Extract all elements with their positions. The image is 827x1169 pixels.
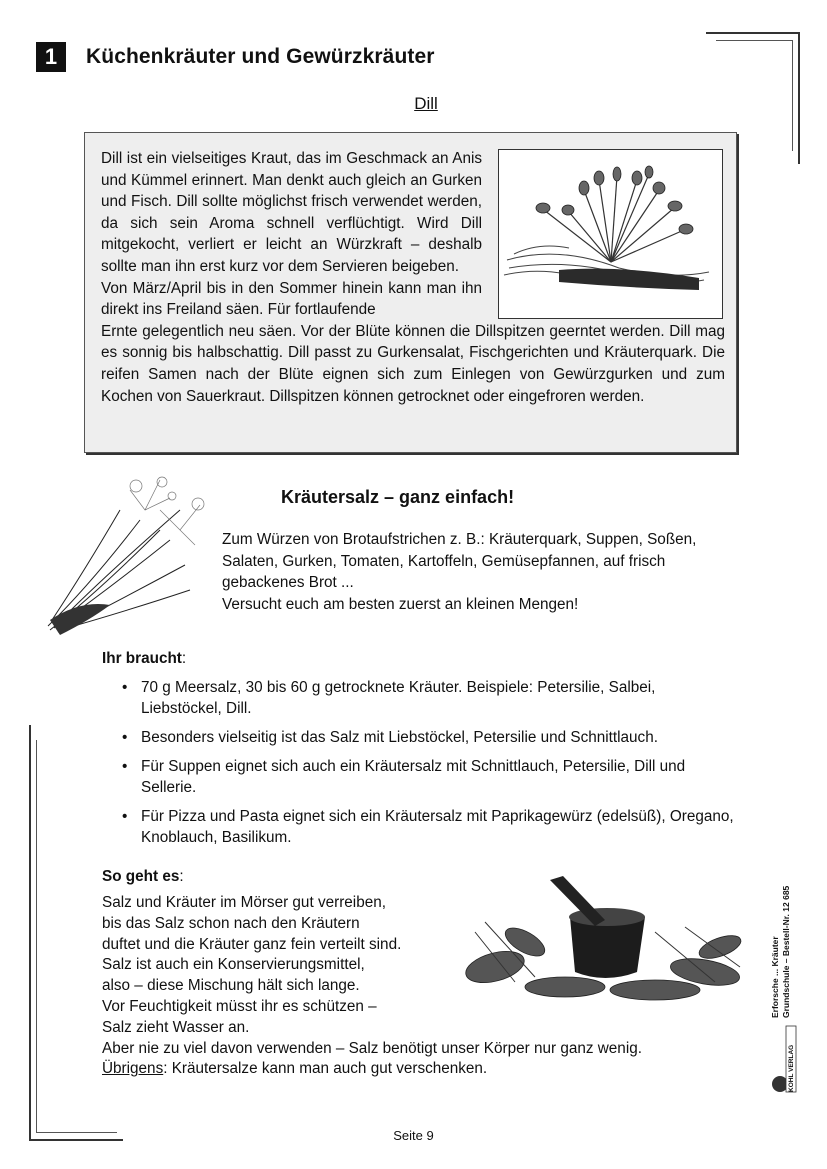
section-title-dill: Dill (414, 94, 438, 113)
publication-info-sidebar (770, 848, 800, 1018)
herb-salt-intro-hint: Versucht euch am besten zuerst an kleinen Mengen! (222, 595, 579, 613)
ingredients-heading (102, 650, 186, 668)
dill-paragraph-1: Dill ist ein vielseitiges Kraut, das im Geschmack an Anis und Kümmel erinnert. Man denkt auch gleich an Gurken und Fisch. Dill sollte möglichst frisch verwendet werden, da sich sein Aroma schnell verflüchtigt. Wird Dill mitgekocht, verliert er leicht an Würzkraft – deshalb sollte man ihn erst kurz vor dem Servieren beigeben. (101, 150, 482, 275)
publisher-logo (768, 1022, 798, 1094)
list-item: • Für Pizza und Pasta eignet sich ein Kräutersalz mit Paprikagewürz (edelsüß), Oregano, Knoblauch, Basilikum. (120, 806, 740, 848)
mortar-herbs-photo (455, 872, 755, 1012)
instructions-heading (102, 868, 184, 886)
list-item: • Für Suppen eignet sich auch ein Kräutersalz mit Schnittlauch, Petersilie, Dill und Sellerie. (120, 756, 740, 798)
instruction-line: duftet und die Kräuter ganz fein verteilt sind. (102, 935, 402, 953)
dill-paragraph-2a: Von März/April bis in den Sommer hinein kann man ihn direkt ins Freiland säen. Für fortlaufende (101, 279, 482, 319)
herb-salt-intro-uses: Zum Würzen von Brotaufstrichen z. B.: Kräuterquark, Suppen, Soßen, Salaten, Gurken, Tomaten, Kartoffeln, Gemüsepfannen, auf frisch gebackenes Brot ... (222, 531, 697, 591)
instruction-line: Vor Feuchtigkeit müsst ihr es schützen – (102, 997, 377, 1015)
sidebar-title: Erforsche ... Kräuter (770, 936, 780, 1018)
list-item: • Besonders vielseitig ist das Salz mit Liebstöckel, Petersilie und Schnittlauch. (120, 727, 740, 748)
tip-text: : Kräutersalze kann man auch gut verschenken. (163, 1060, 488, 1078)
ingredients-heading-label: Ihr braucht (102, 650, 182, 667)
tip-label: Übrigens (102, 1060, 164, 1078)
chapter-number: 1 (36, 42, 66, 72)
instruction-line: also – diese Mischung hält sich lange. (102, 977, 360, 995)
sidebar-order-number: Grundschule – Bestell-Nr. 12 685 (781, 885, 791, 1018)
dill-bundle-photo (40, 470, 210, 640)
dill-bundle-illustration (40, 470, 210, 640)
dill-flower-illustration (499, 150, 722, 318)
instruction-line: Salz ist auch ein Konservierungsmittel, (102, 956, 365, 974)
ingredients-heading-colon: : (181, 650, 187, 667)
list-item: • 70 g Meersalz, 30 bis 60 g getrocknete Kräuter. Beispiele: Petersilie, Salbei, Liebstöckel, Dill. (120, 677, 740, 719)
page-title: Küchenkräuter und Gewürzkräuter (86, 45, 435, 68)
instruction-line: Salz und Kräuter im Mörser gut verreiben, (102, 894, 386, 911)
instruction-line: Aber nie zu viel davon verwenden – Salz benötigt unser Körper nur ganz wenig. (102, 1039, 642, 1057)
instructions-heading-colon: : (179, 868, 184, 885)
mortar-illustration (455, 872, 755, 1012)
instructions-heading-label: So geht es (102, 868, 180, 885)
ingredients-list (120, 677, 740, 856)
publisher-name: KOHL VERLAG (788, 1044, 795, 1092)
page-number: Seite 9 (393, 1128, 434, 1143)
tip-line (102, 1059, 742, 1080)
instruction-line: bis das Salz schon nach den Kräutern (102, 914, 360, 932)
sidebar-text (770, 848, 792, 1018)
herb-salt-intro (222, 529, 722, 615)
dill-flower-photo (498, 149, 723, 319)
instruction-line: Salz zieht Wasser an. (102, 1018, 250, 1036)
herb-salt-title: Kräutersalz – ganz einfach! (281, 487, 515, 507)
dill-paragraph-2b: Ernte gelegentlich neu säen. Vor der Blüte können die Dillspitzen geerntet werden. Dill mag es sonnig bis halbschattig. Dill passt zu Gurkensalat, Fischgerichten und Kräuterquark. Die reifen Samen nach der Blüte eignen sich zum Einlegen von Gewürzgurken und zum Kochen von Sauerkraut. Dillspitzen können getrocknet oder eingefroren werden. (101, 322, 725, 405)
